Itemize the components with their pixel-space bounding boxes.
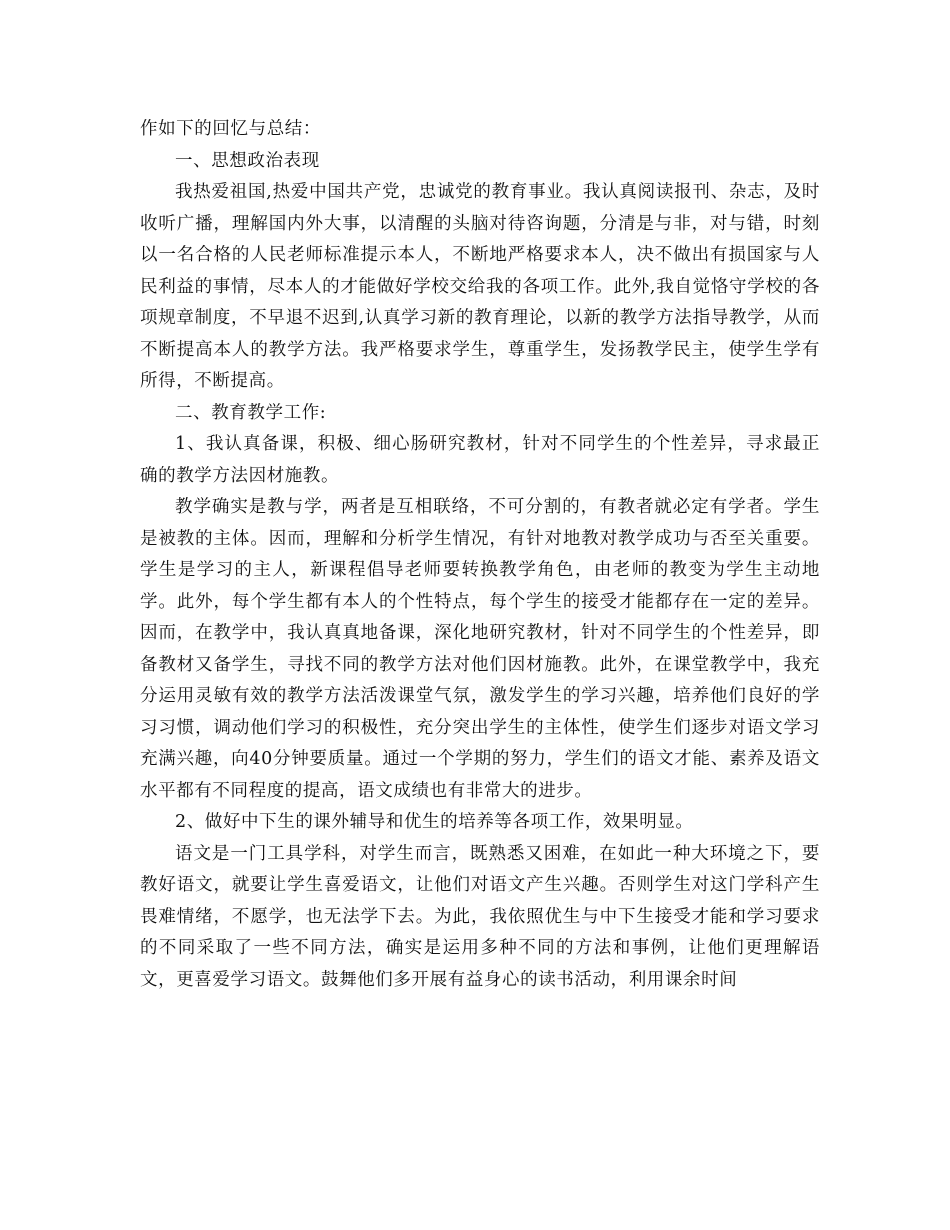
document-body xyxy=(140,114,820,996)
paragraph-chinese-subject: 语文是一门工具学科，对学生而言，既熟悉又困难，在如此一种大环境之下，要教好语文，就要让学生喜爱语文，让他们对语文产生兴趣。否则学生对这门学科产生畏难情绪，不愿学，也无法学下去。为此，我依照优生与中下生接受才能和学习要求的不同采取了一些不同方法，确实是运用多种不同的方法和事例，让他们更理解语文，更喜爱学习语文。鼓舞他们多开展有益身心的读书活动，利用课余时间 xyxy=(140,843,820,990)
paragraph-political: 我热爱祖国,热爱中国共产党，忠诚党的教育事业。我认真阅读报刊、杂志，及时收听广播，理解国内外大事，以清醒的头脑对待咨询题，分清是与非，对与错，时刻以一名合格的人民老师标准提示本人，不断地严格要求本人，决不做出有损国家与人民利益的事情，尽本人的才能做好学校交给我的各项工作。此外,我自觉恪守学校的各项规章制度，不早退不迟到,认真学习新的教育理论，以新的教学方法指导教学，从而不断提高本人的教学方法。我严格要求学生，尊重学生，发扬教学民主，使学生学有所得，不断提高。 xyxy=(140,182,820,391)
paragraph-lesson-prep: 1、我认真备课，积极、细心肠研究教材，针对不同学生的个性差异，寻求最正确的教学方法因材施教。 xyxy=(140,434,820,486)
heading-political-performance: 一、思想政治表现 xyxy=(175,150,320,171)
heading-teaching-work: 二、教育教学工作: xyxy=(175,402,327,423)
paragraph-tutoring-heading: 2、做好中下生的课外辅导和优生的培养等各项工作，效果明显。 xyxy=(175,812,694,832)
paragraph-teaching: 教学确实是教与学，两者是互相联络，不可分割的，有教者就必定有学者。学生是被教的主体。因而，理解和分析学生情况，有针对地教对教学成功与否至关重要。学生是学习的主人，新课程倡导老师要转换教学角色，由老师的教变为学生主动地学。此外，每个学生都有本人的个性特点，每个学生的接受才能都存在一定的差异。因而，在教学中，我认真真地备课，深化地研究教材，针对不同学生的个性差异，即备教材又备学生，寻找不同的教学方法对他们因材施教。此外，在课堂教学中，我充分运用灵敏有效的教学方法活泼课堂气氛，激发学生的学习兴趣，培养他们良好的学习习惯，调动他们学习的积极性，充分突出学生的主体性，使学生们逐步对语文学习充满兴趣，向40分钟要质量。通过一个学期的努力，学生们的语文才能、素养及语文水平都有不同程度的提高，语文成绩也有非常大的进步。 xyxy=(140,497,820,801)
paragraph-intro: 作如下的回忆与总结： xyxy=(140,119,321,139)
